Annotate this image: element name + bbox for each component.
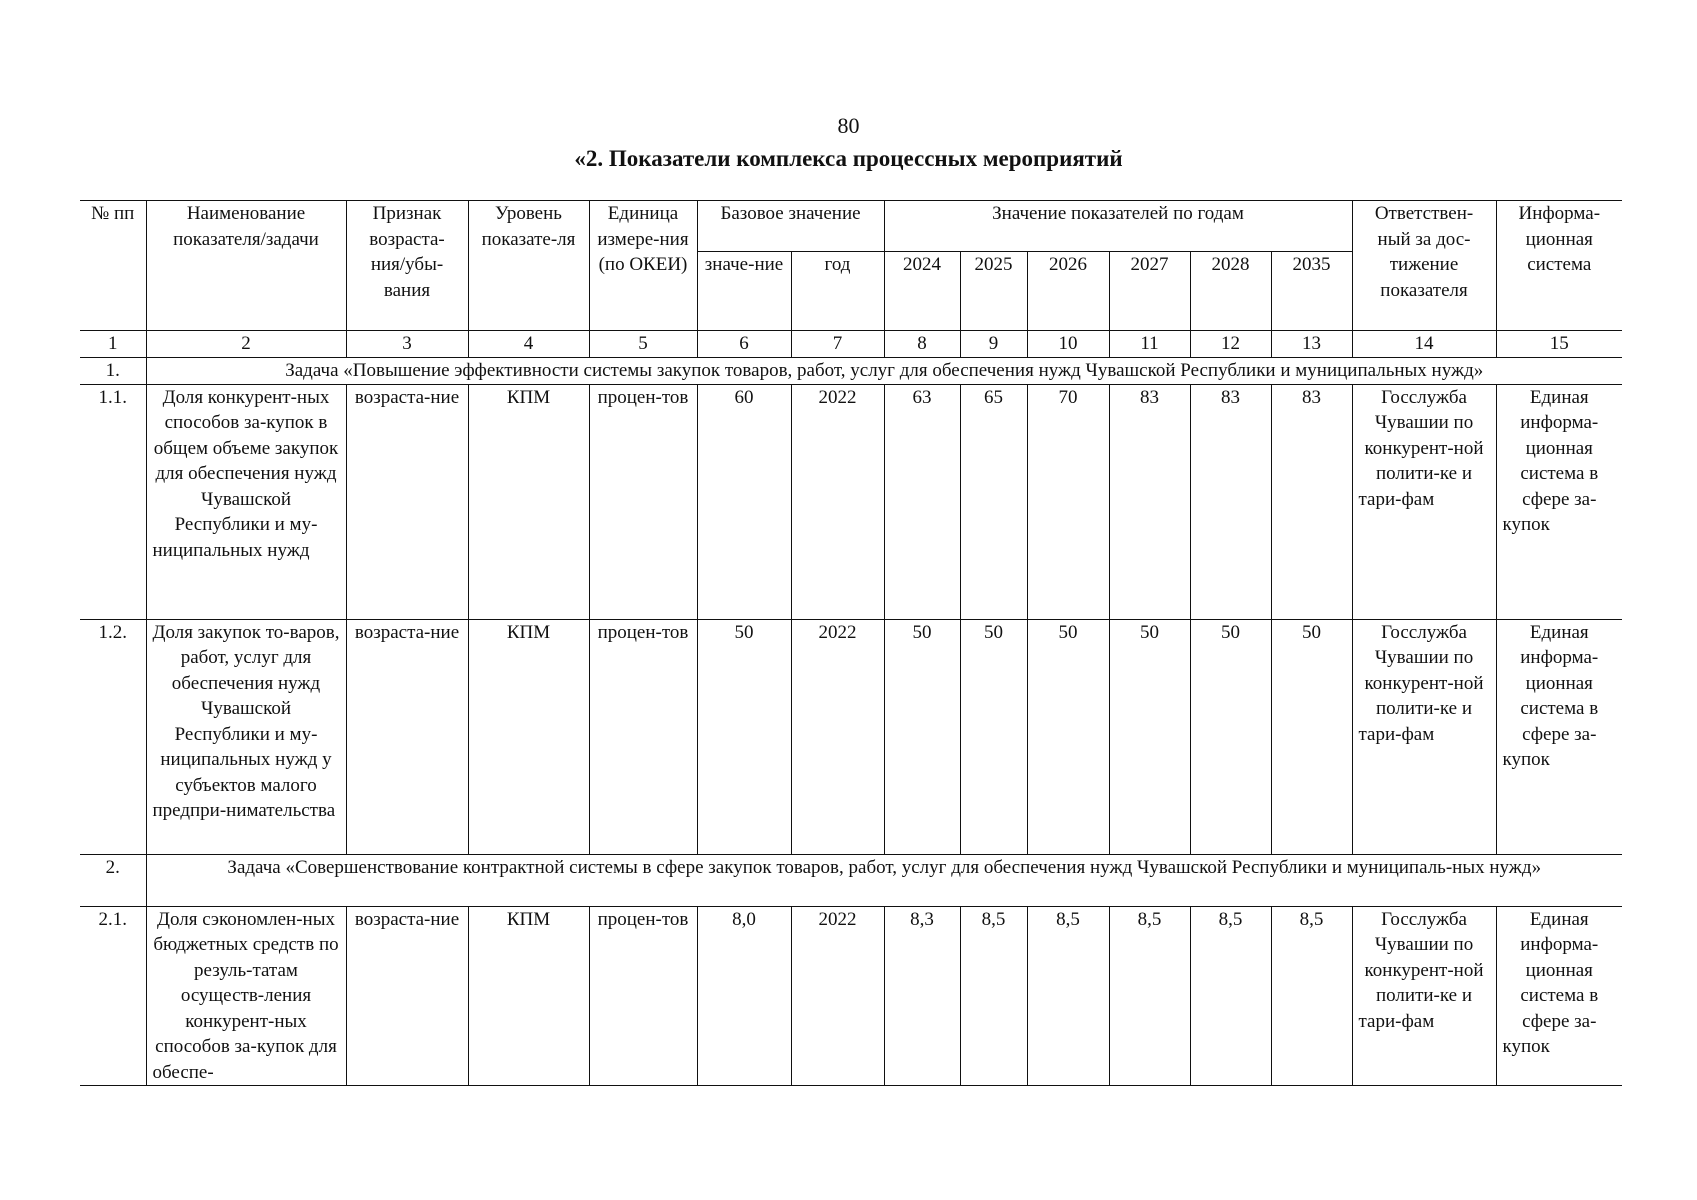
column-number: 12 xyxy=(1190,331,1271,358)
indicator-value-2025: 50 xyxy=(960,619,1027,854)
indicator-value-2024: 8,3 xyxy=(884,906,960,1086)
document-title: «2. Показатели комплекса процессных мероприятий xyxy=(574,146,1123,171)
indicator-growth-sign: возраста-ние xyxy=(346,906,468,1086)
indicator-number: 2.1. xyxy=(80,906,146,1086)
header-number: № пп xyxy=(80,201,146,331)
indicator-row xyxy=(80,619,1622,854)
indicator-growth-sign: возраста-ние xyxy=(346,619,468,854)
indicator-responsible: Госслужба Чувашии по конкурент-ной полити-ке и тари-фам xyxy=(1352,384,1496,619)
indicator-value-2035: 50 xyxy=(1271,619,1352,854)
indicator-number: 1.1. xyxy=(80,384,146,619)
indicator-value-2026: 8,5 xyxy=(1027,906,1109,1086)
task-text: Задача «Совершенствование контрактной системы в сфере закупок товаров, работ, услуг для обеспечения нужд Чувашской Республики и муниципаль-ных нужд» xyxy=(146,854,1622,906)
header-base-value: Базовое значение xyxy=(697,201,884,252)
header-info-system: Информа-ционная система xyxy=(1496,201,1622,331)
header-base-value-value: значе-ние xyxy=(697,252,791,331)
indicator-info-system: Единая информа-ционная система в сфере за-купок xyxy=(1496,384,1622,619)
column-number: 15 xyxy=(1496,331,1622,358)
indicator-row xyxy=(80,906,1622,1086)
indicator-base-year: 2022 xyxy=(791,619,884,854)
indicator-name: Доля конкурент-ных способов за-купок в общем объеме закупок для обеспечения нужд Чувашской Республики и му-ниципальных нужд xyxy=(146,384,346,619)
task-number: 2. xyxy=(80,854,146,906)
column-number: 3 xyxy=(346,331,468,358)
indicator-number: 1.2. xyxy=(80,619,146,854)
indicator-value-2027: 83 xyxy=(1109,384,1190,619)
task-text: Задача «Повышение эффективности системы закупок товаров, работ, услуг для обеспечения нужд Чувашской Республики и муниципальных нужд» xyxy=(146,357,1622,384)
indicator-level: КПМ xyxy=(468,906,589,1086)
header-indicator-name: Наименование показателя/задачи xyxy=(146,201,346,331)
indicator-name: Доля закупок то-варов, работ, услуг для обеспечения нужд Чувашской Республики и му-ниципальных нужд у субъектов малого предпри-нимательства xyxy=(146,619,346,854)
indicator-level: КПМ xyxy=(468,384,589,619)
column-number: 8 xyxy=(884,331,960,358)
header-year: 2024 xyxy=(884,252,960,331)
indicator-unit: процен-тов xyxy=(589,619,697,854)
indicator-value-2024: 50 xyxy=(884,619,960,854)
indicator-unit: процен-тов xyxy=(589,384,697,619)
header-growth-sign: Признак возраста-ния/убы-вания xyxy=(346,201,468,331)
column-number: 1 xyxy=(80,331,146,358)
indicator-value-2024: 63 xyxy=(884,384,960,619)
column-number: 4 xyxy=(468,331,589,358)
indicator-value-2025: 65 xyxy=(960,384,1027,619)
column-number: 6 xyxy=(697,331,791,358)
indicator-value-2027: 8,5 xyxy=(1109,906,1190,1086)
indicator-value-2028: 50 xyxy=(1190,619,1271,854)
column-number: 2 xyxy=(146,331,346,358)
indicator-growth-sign: возраста-ние xyxy=(346,384,468,619)
header-base-value-year: год xyxy=(791,252,884,331)
column-number: 5 xyxy=(589,331,697,358)
header-indicator-level: Уровень показате-ля xyxy=(468,201,589,331)
header-year: 2035 xyxy=(1271,252,1352,331)
header-year: 2025 xyxy=(960,252,1027,331)
indicators-table xyxy=(80,200,1622,1086)
indicator-value-2035: 83 xyxy=(1271,384,1352,619)
indicator-info-system: Единая информа-ционная система в сфере за-купок xyxy=(1496,619,1622,854)
header-values-by-year: Значение показателей по годам xyxy=(884,201,1352,252)
indicator-base-value: 60 xyxy=(697,384,791,619)
header-unit: Единица измере-ния (по ОКЕИ) xyxy=(589,201,697,331)
indicator-value-2028: 8,5 xyxy=(1190,906,1271,1086)
indicator-value-2026: 50 xyxy=(1027,619,1109,854)
header-year: 2026 xyxy=(1027,252,1109,331)
column-number: 14 xyxy=(1352,331,1496,358)
column-number: 11 xyxy=(1109,331,1190,358)
column-number: 13 xyxy=(1271,331,1352,358)
indicator-responsible: Госслужба Чувашии по конкурент-ной полити-ке и тари-фам xyxy=(1352,619,1496,854)
header-responsible: Ответствен-ный за дос-тижение показателя xyxy=(1352,201,1496,331)
indicator-info-system: Единая информа-ционная система в сфере за-купок xyxy=(1496,906,1622,1086)
column-number: 9 xyxy=(960,331,1027,358)
page-number: 80 xyxy=(837,113,860,138)
indicator-name: Доля сэкономлен-ных бюджетных средств по резуль-татам осуществ-ления конкурент-ных способов за-купок для обеспе- xyxy=(146,906,346,1086)
indicator-value-2028: 83 xyxy=(1190,384,1271,619)
indicator-value-2025: 8,5 xyxy=(960,906,1027,1086)
indicator-base-year: 2022 xyxy=(791,906,884,1086)
indicator-row xyxy=(80,384,1622,619)
indicator-level: КПМ xyxy=(468,619,589,854)
header-year: 2028 xyxy=(1190,252,1271,331)
task-row xyxy=(80,854,1622,906)
indicator-value-2027: 50 xyxy=(1109,619,1190,854)
column-number-row xyxy=(80,331,1622,358)
indicator-base-value: 50 xyxy=(697,619,791,854)
task-row xyxy=(80,357,1622,384)
indicator-unit: процен-тов xyxy=(589,906,697,1086)
column-number: 7 xyxy=(791,331,884,358)
indicator-responsible: Госслужба Чувашии по конкурент-ной полити-ке и тари-фам xyxy=(1352,906,1496,1086)
indicator-base-value: 8,0 xyxy=(697,906,791,1086)
indicator-value-2026: 70 xyxy=(1027,384,1109,619)
task-number: 1. xyxy=(80,357,146,384)
column-number: 10 xyxy=(1027,331,1109,358)
indicator-base-year: 2022 xyxy=(791,384,884,619)
indicator-value-2035: 8,5 xyxy=(1271,906,1352,1086)
header-year: 2027 xyxy=(1109,252,1190,331)
